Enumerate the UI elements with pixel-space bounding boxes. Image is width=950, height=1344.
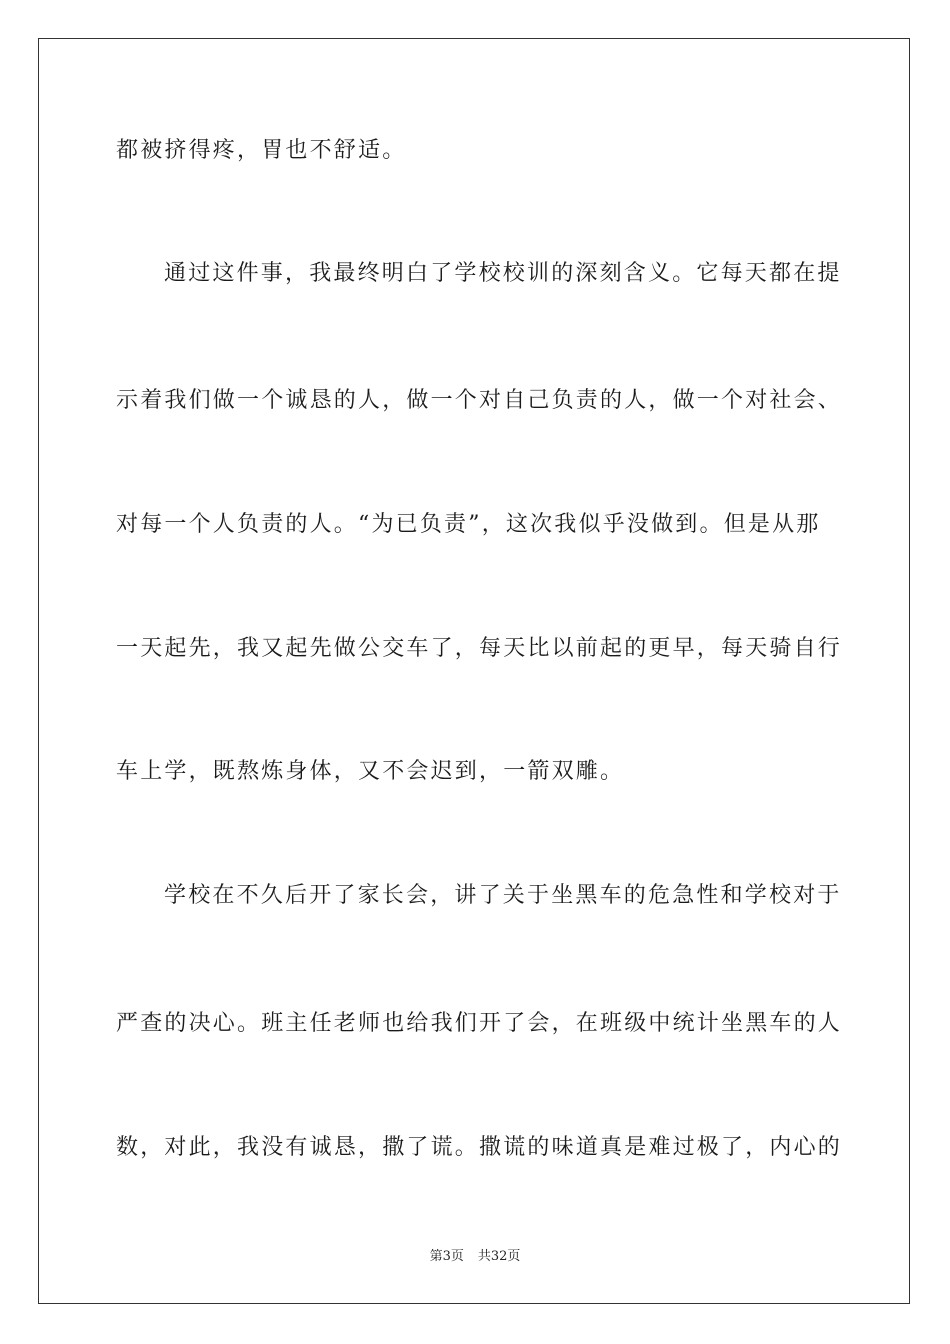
text-line: 对每一个人负责的人。“为已负责”，这次我似乎没做到。但是从那 (116, 512, 821, 537)
text-line: 车上学，既熬炼身体，又不会迟到，一箭双雕。 (116, 759, 625, 784)
page-total: 共32页 (477, 1249, 521, 1264)
page-frame (38, 38, 910, 1304)
paragraph-start-line: 学校在不久后开了家长会，讲了关于坐黑车的危急性和学校对于 (164, 883, 842, 908)
page-number: 第3页 (429, 1249, 464, 1264)
text-line: 严查的决心。班主任老师也给我们开了会，在班级中统计坐黑车的人 (116, 1011, 843, 1036)
paragraph-start-line: 通过这件事，我最终明白了学校校训的深刻含义。它每天都在提 (164, 261, 842, 286)
text-line: 都被挤得疼，胃也不舒适。 (116, 138, 407, 163)
text-line: 一天起先，我又起先做公交车了，每天比以前起的更早，每天骑自行 (116, 636, 843, 661)
text-line: 数，对此，我没有诚恳，撒了谎。撒谎的味道真是难过极了，内心的 (116, 1135, 843, 1160)
text-line: 示着我们做一个诚恳的人，做一个对自己负责的人，做一个对社会、 (116, 388, 843, 413)
page-footer (0, 1248, 950, 1266)
